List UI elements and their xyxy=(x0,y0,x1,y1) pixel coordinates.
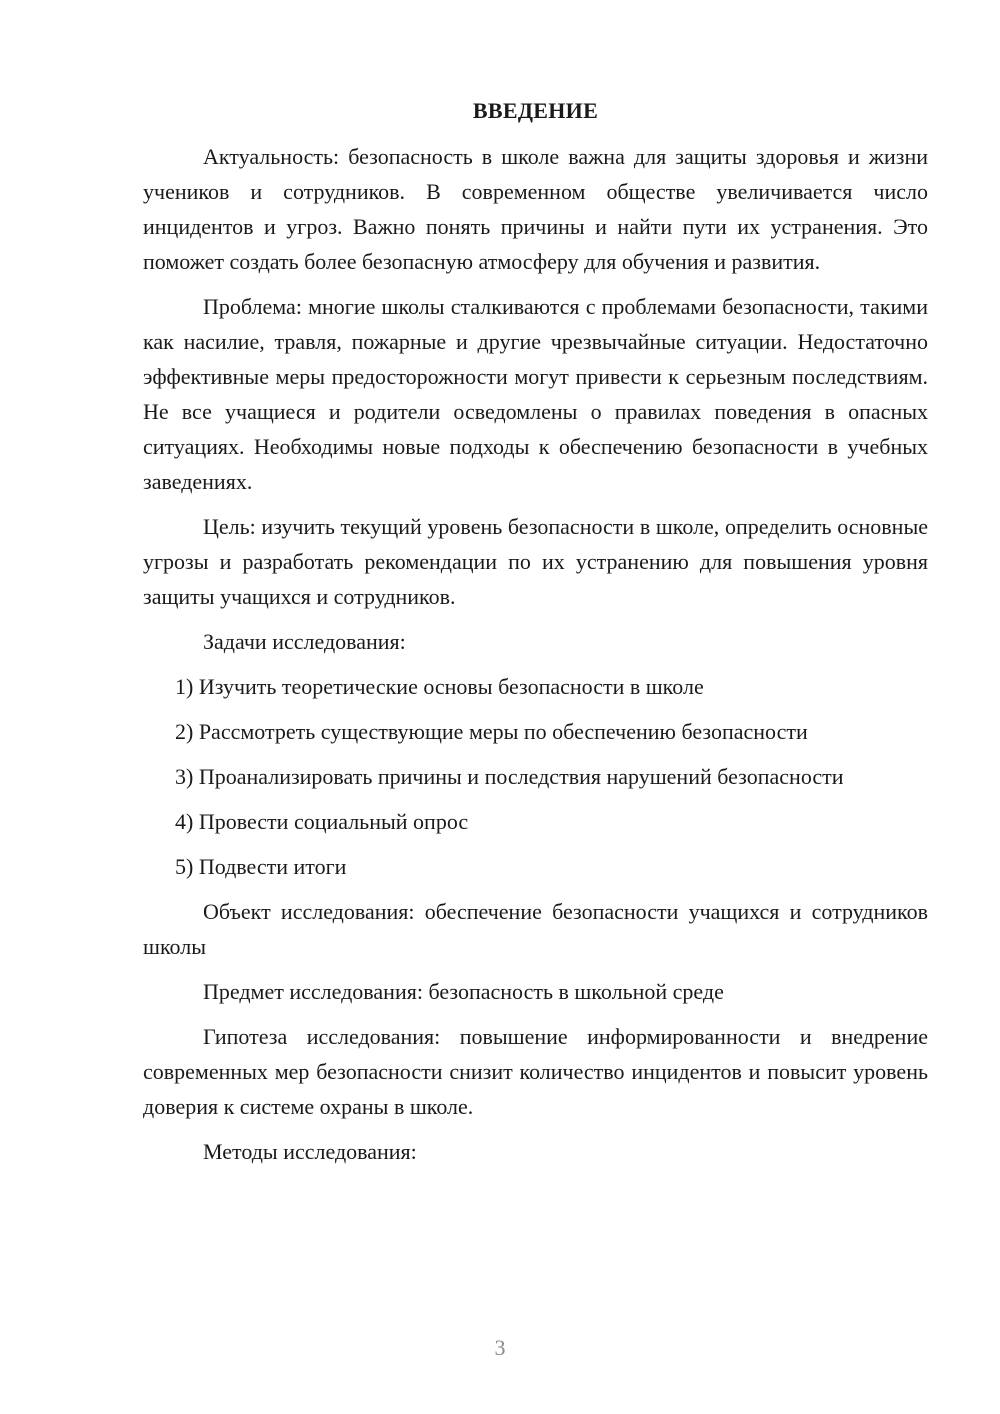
goal-paragraph: Цель: изучить текущий уровень безопасности в школе, определить основные угрозы и разработать рекомендации по их устранению для повышения уровня защиты учащихся и сотрудников. xyxy=(143,514,928,609)
hypothesis-paragraph: Гипотеза исследования: повышение информированности и внедрение современных мер безопасности снизит количество инцидентов и повысит уровень доверия к системе охраны в школе. xyxy=(143,1024,928,1119)
methods-title: Методы исследования: xyxy=(203,1139,417,1164)
task-item-5: 5) Подвести итоги xyxy=(175,854,347,879)
problem-paragraph: Проблема: многие школы сталкиваются с проблемами безопасности, такими как насилие, травля, пожарные и другие чрезвычайные ситуации. Недостаточно эффективные меры предосторожности могут привести к серьезным последствиям. Не все учащиеся и родители осведомлены о правилах поведения в опасных ситуациях. Необходимы новые подходы к обеспечению безопасности в учебных заведениях. xyxy=(143,294,928,494)
document-page xyxy=(143,96,928,1179)
subject-paragraph: Предмет исследования: безопасность в школьной среде xyxy=(203,979,724,1004)
task-item-2: 2) Рассмотреть существующие меры по обеспечению безопасности xyxy=(175,719,808,744)
task-item-3: 3) Проанализировать причины и последствия нарушений безопасности xyxy=(175,764,844,789)
page-title: ВВЕДЕНИЕ xyxy=(472,98,599,123)
object-paragraph: Объект исследования: обеспечение безопасности учащихся и сотрудников школы xyxy=(143,899,928,959)
relevance-paragraph: Актуальность: безопасность в школе важна для защиты здоровья и жизни учеников и сотрудников. В современном обществе увеличивается число инцидентов и угроз. Важно понять причины и найти пути их устранения. Это поможет создать более безопасную атмосферу для обучения и развития. xyxy=(143,144,928,274)
task-item-4: 4) Провести социальный опрос xyxy=(175,809,469,834)
page-number: 3 xyxy=(494,1335,506,1360)
tasks-title: Задачи исследования: xyxy=(203,629,406,654)
task-item-1: 1) Изучить теоретические основы безопасности в школе xyxy=(175,674,704,699)
